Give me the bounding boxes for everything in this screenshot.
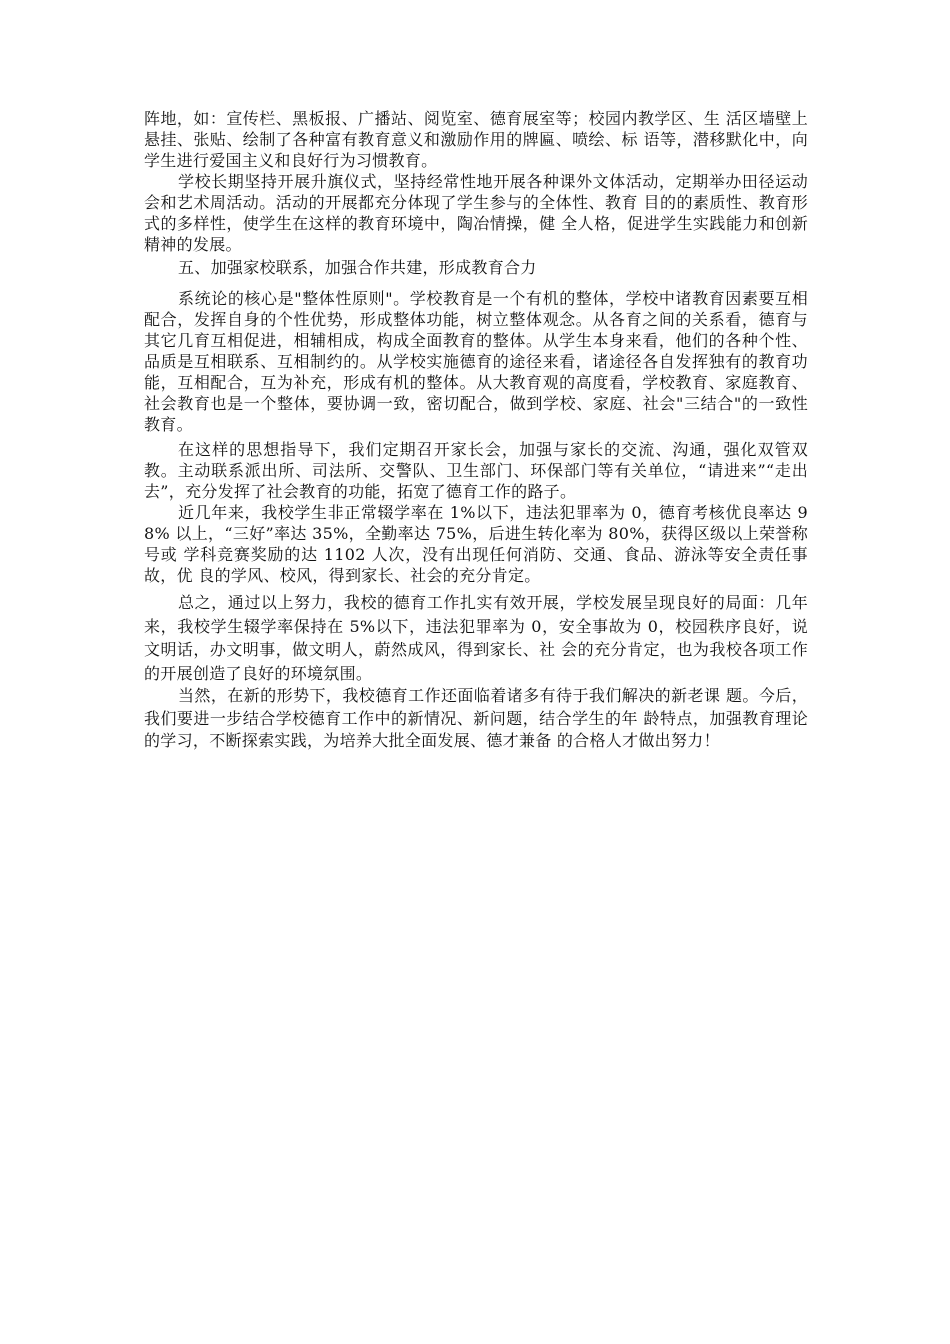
paragraph-system-theory: 系统论的核心是"整体性原则"。学校教育是一个有机的整体，学校中诸教育因素要互相配合，发挥自身的个性优势，形成整体功能，树立整体观念。从各育之间的关系看，德育与其它几育互相促进，相辅相成，构成全面教育的整体。从学生本身来看，他们的各种个性、品质是互相联系、互相制约的。从学校实施德育的途径来看，诸途径各自发挥独有的教育功能，互相配合，互为补充，形成有机的整体。从大教育观的高度看，学校教育、家庭教育、社会教育也是一个整体，要协调一致，密切配合，做到学校、家庭、社会"三结合"的一致性教育。 xyxy=(144,289,808,434)
paragraph-conclusion: 当然，在新的形势下，我校德育工作还面临着诸多有待于我们解决的新老课 题。今后，我们要进一步结合学校德育工作中的新情况、新问题，结合学生的年 龄特点，加强教育理论的学习，不断探索实践，为培养大批全面发展、德才兼备 的合格人才做出努力！ xyxy=(144,686,808,750)
document-body xyxy=(144,108,808,753)
paragraph-summary: 总之，通过以上努力，我校的德育工作扎实有效开展，学校发展呈现良好的局面：几年来，我校学生辍学率保持在 5%以下，违法犯罪率为 0，安全事故为 0，校园秩序良好，说文明话，办文明事，做文明人，蔚然成风，得到家长、社 会的充分肯定，也为我校各项工作的开展创造了良好的环境氛围。 xyxy=(144,593,808,683)
paragraph-campus-culture: 阵地，如：宣传栏、黑板报、广播站、阅览室、德育展室等；校园内教学区、生 活区墙壁上悬挂、张贴、绘制了各种富有教育意义和激励作用的牌匾、喷绘、标 语等，潜移默化中，向学生进行爱国主义和良好行为习惯教育。 xyxy=(144,109,808,170)
paragraph-home-school: 在这样的思想指导下，我们定期召开家长会，加强与家长的交流、沟通，强化双管双教。主动联系派出所、司法所、交警队、卫生部门、环保部门等有关单位，“请进来”“走出去”，充分发挥了社会教育的功能，拓宽了德育工作的路子。 xyxy=(144,440,808,501)
paragraph-activities: 学校长期坚持开展升旗仪式，坚持经常性地开展各种课外文体活动，定期举办田径运动会和艺术周活动。活动的开展都充分体现了学生参与的全体性、教育 目的的素质性、教育形式的多样性，使学生在这样的教育环境中，陶冶情操，健 全人格，促进学生实践能力和创新精神的发展。 xyxy=(144,172,808,254)
paragraph-statistics: 近几年来，我校学生非正常辍学率在 1%以下，违法犯罪率为 0，德育考核优良率达 98% 以上，“三好”率达 35%，全勤率达 75%，后进生转化率为 80%，获得区级以上荣誉称号或 学科竞赛奖励的达 1102 人次，没有出现任何消防、交通、食品、游泳等安全责任事故，优 良的学风、校风，得到家长、社会的充分肯定。 xyxy=(144,503,808,585)
section-heading: 五、加强家校联系，加强合作共建，形成教育合力 xyxy=(178,258,537,277)
